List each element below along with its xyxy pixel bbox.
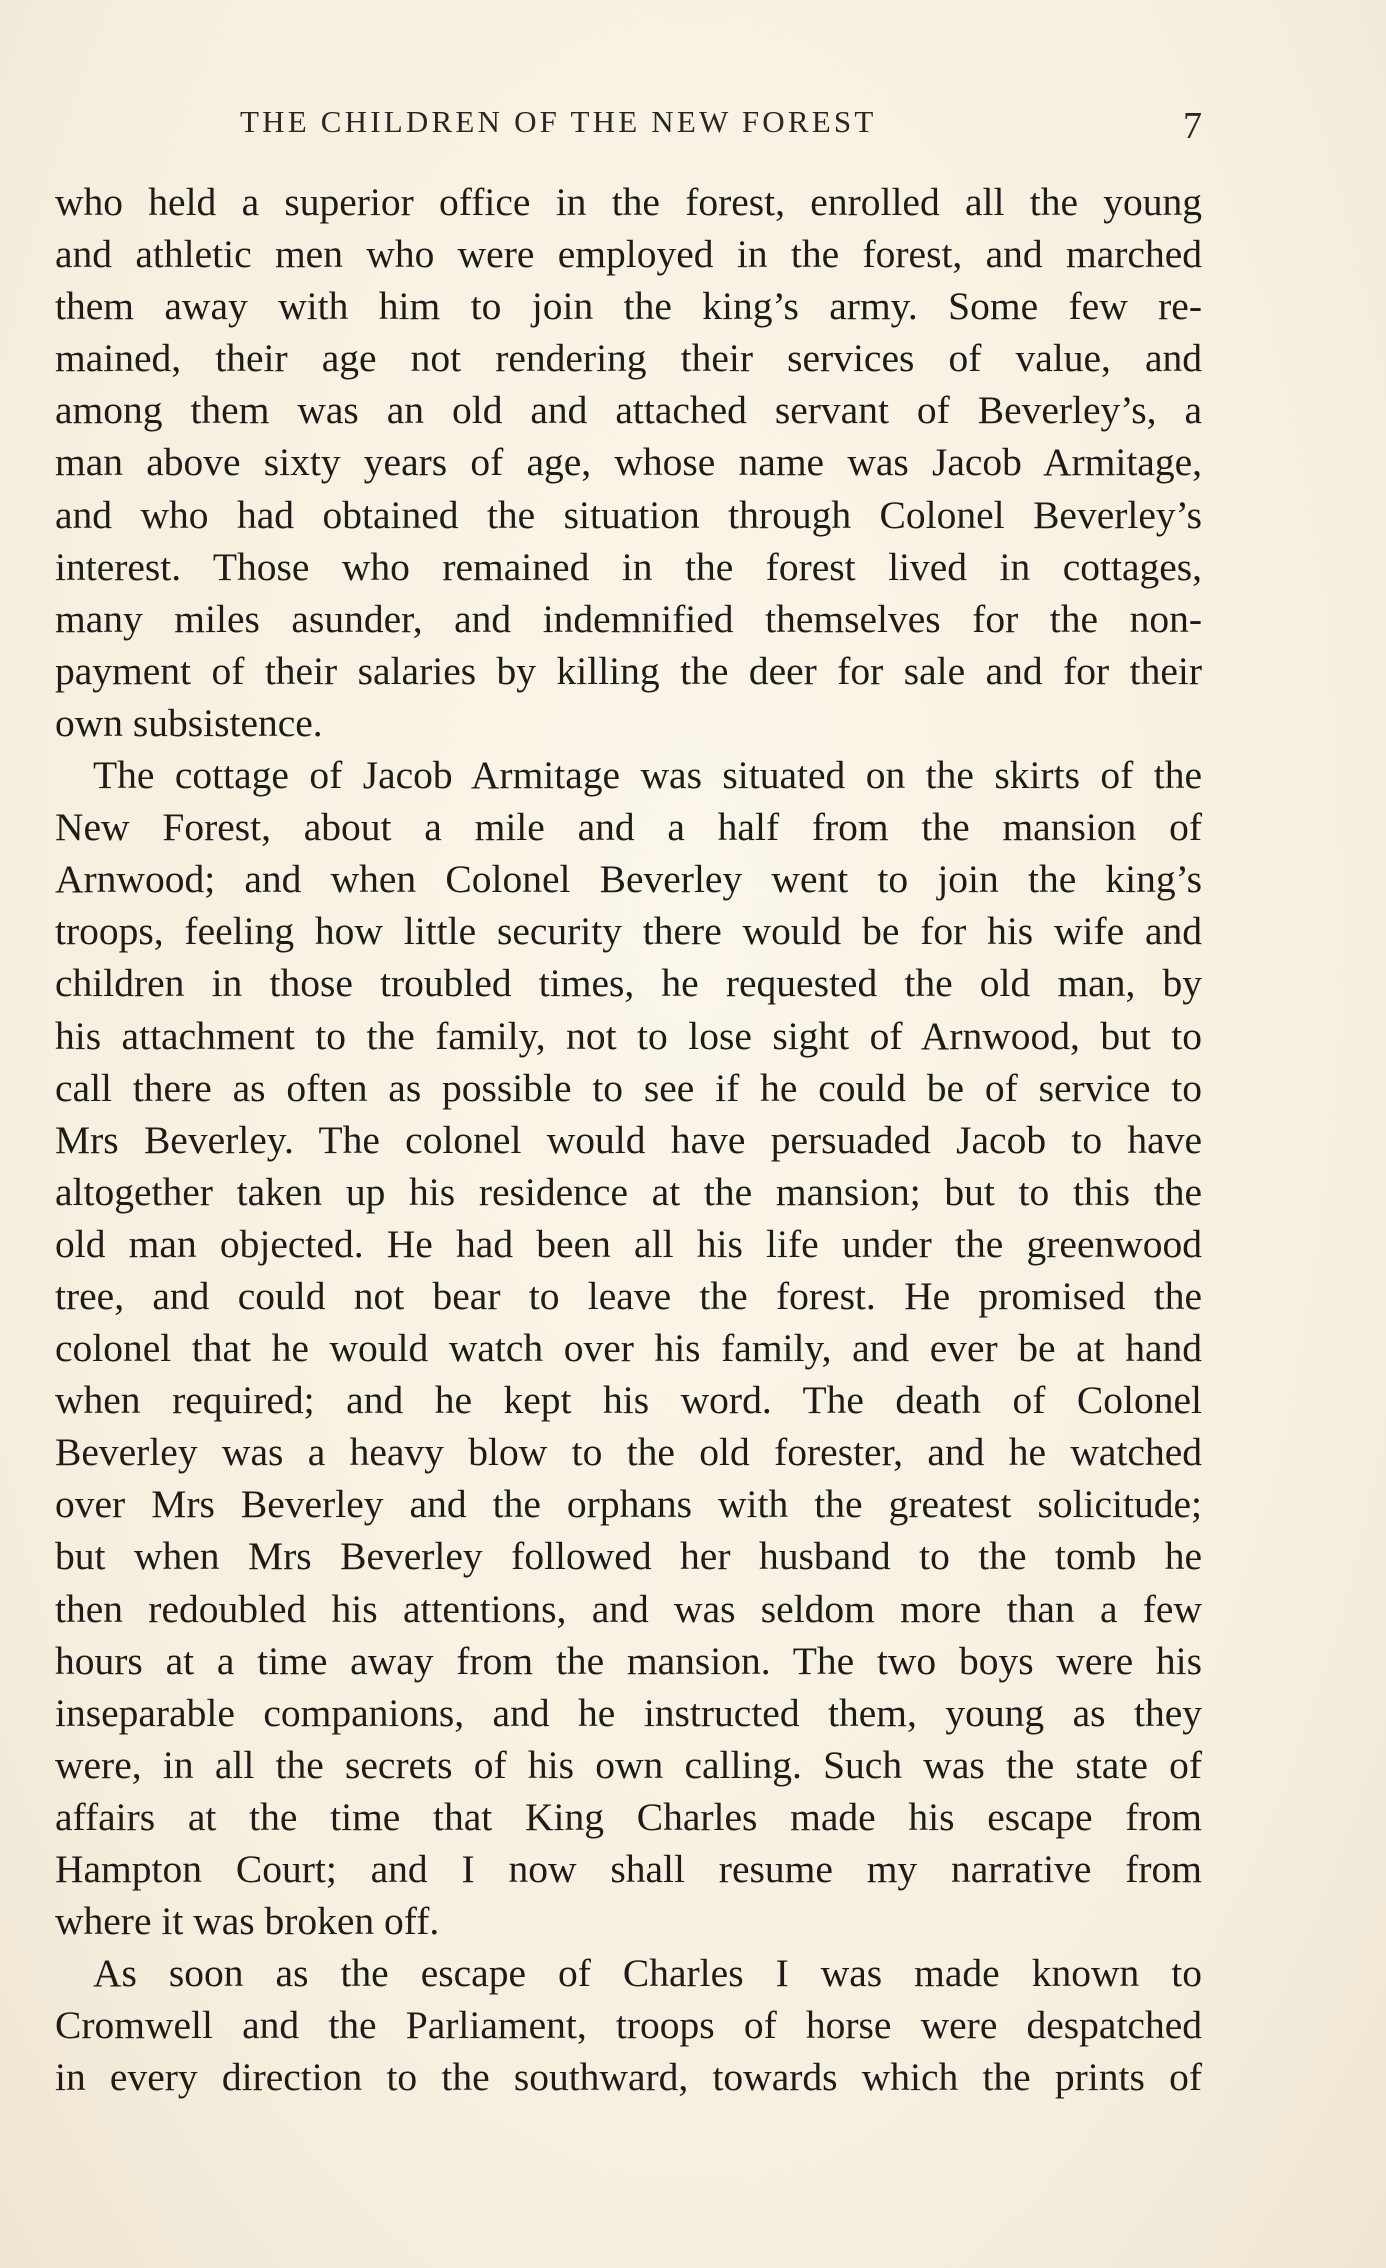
text-line: The cottage of Jacob Armitage was situated on the skirts of the: [93, 753, 1202, 798]
text-line: Arnwood; and when Colonel Beverley went to join the king’s: [55, 857, 1202, 902]
text-line: hours at a time away from the mansion. The two boys were his: [55, 1638, 1202, 1683]
running-title: THE CHILDREN OF THE NEW FOREST: [240, 104, 877, 139]
text-line: over Mrs Beverley and the orphans with the greatest solicitude;: [55, 1482, 1202, 1527]
text-line: were, in all the secrets of his own calling. Such was the state of: [55, 1742, 1202, 1787]
text-line: them away with him to join the king’s army. Some few re-: [55, 284, 1202, 329]
running-header: [55, 100, 1202, 150]
text-line: Beverley was a heavy blow to the old forester, and he watched: [55, 1430, 1202, 1475]
paragraph-2: [55, 749, 1202, 1947]
text-line: his attachment to the family, not to lose sight of Arnwood, but to: [55, 1013, 1202, 1058]
text-line: children in those troubled times, he requested the old man, by: [55, 961, 1202, 1006]
text-line: then redoubled his attentions, and was seldom more than a few: [55, 1586, 1202, 1631]
text-line: payment of their salaries by killing the deer for sale and for their: [55, 648, 1202, 693]
text-line: many miles asunder, and indemnified themselves for the non-: [55, 596, 1202, 641]
paragraph-3: [55, 1947, 1202, 2103]
text-line: inseparable companions, and he instructed them, young as they: [55, 1690, 1202, 1735]
text-line: tree, and could not bear to leave the forest. He promised the: [55, 1273, 1202, 1318]
text-line: call there as often as possible to see if he could be of service to: [55, 1065, 1202, 1110]
text-line: As soon as the escape of Charles I was made known to: [93, 1951, 1202, 1996]
page-number: 7: [1183, 105, 1202, 147]
text-line: old man objected. He had been all his life under the greenwood: [55, 1221, 1202, 1266]
text-line: Mrs Beverley. The colonel would have persuaded Jacob to have: [55, 1117, 1202, 1162]
text-line: Hampton Court; and I now shall resume my narrative from: [55, 1847, 1202, 1891]
text-line: altogether taken up his residence at the mansion; but to this the: [55, 1169, 1202, 1214]
text-line: affairs at the time that King Charles made his escape from: [55, 1794, 1202, 1839]
text-line: but when Mrs Beverley followed her husband to the tomb he: [55, 1534, 1202, 1579]
text-line: own subsistence.: [55, 700, 323, 745]
text-line: Cromwell and the Parliament, troops of horse were despatched: [55, 2003, 1202, 2048]
text-line: troops, feeling how little security there would be for his wife and: [55, 909, 1202, 954]
text-line: mained, their age not rendering their services of value, and: [55, 336, 1202, 381]
text-line: when required; and he kept his word. The death of Colonel: [55, 1378, 1202, 1423]
text-line: interest. Those who remained in the forest lived in cottages,: [55, 544, 1202, 589]
paragraph-1: [55, 176, 1202, 749]
text-line: and athletic men who were employed in the forest, and marched: [55, 232, 1202, 277]
text-line: man above sixty years of age, whose name was Jacob Armitage,: [55, 440, 1202, 485]
body-text: [55, 176, 1202, 2103]
text-line: among them was an old and attached servant of Beverley’s, a: [55, 388, 1202, 433]
text-line: New Forest, about a mile and a half from the mansion of: [55, 805, 1202, 850]
text-line: and who had obtained the situation through Colonel Beverley’s: [55, 492, 1202, 537]
text-line: who held a superior office in the forest, enrolled all the young: [55, 180, 1202, 224]
text-line: where it was broken off.: [55, 1899, 440, 1944]
text-line: colonel that he would watch over his family, and ever be at hand: [55, 1326, 1202, 1371]
text-line: in every direction to the southward, towards which the prints of: [55, 2055, 1202, 2100]
